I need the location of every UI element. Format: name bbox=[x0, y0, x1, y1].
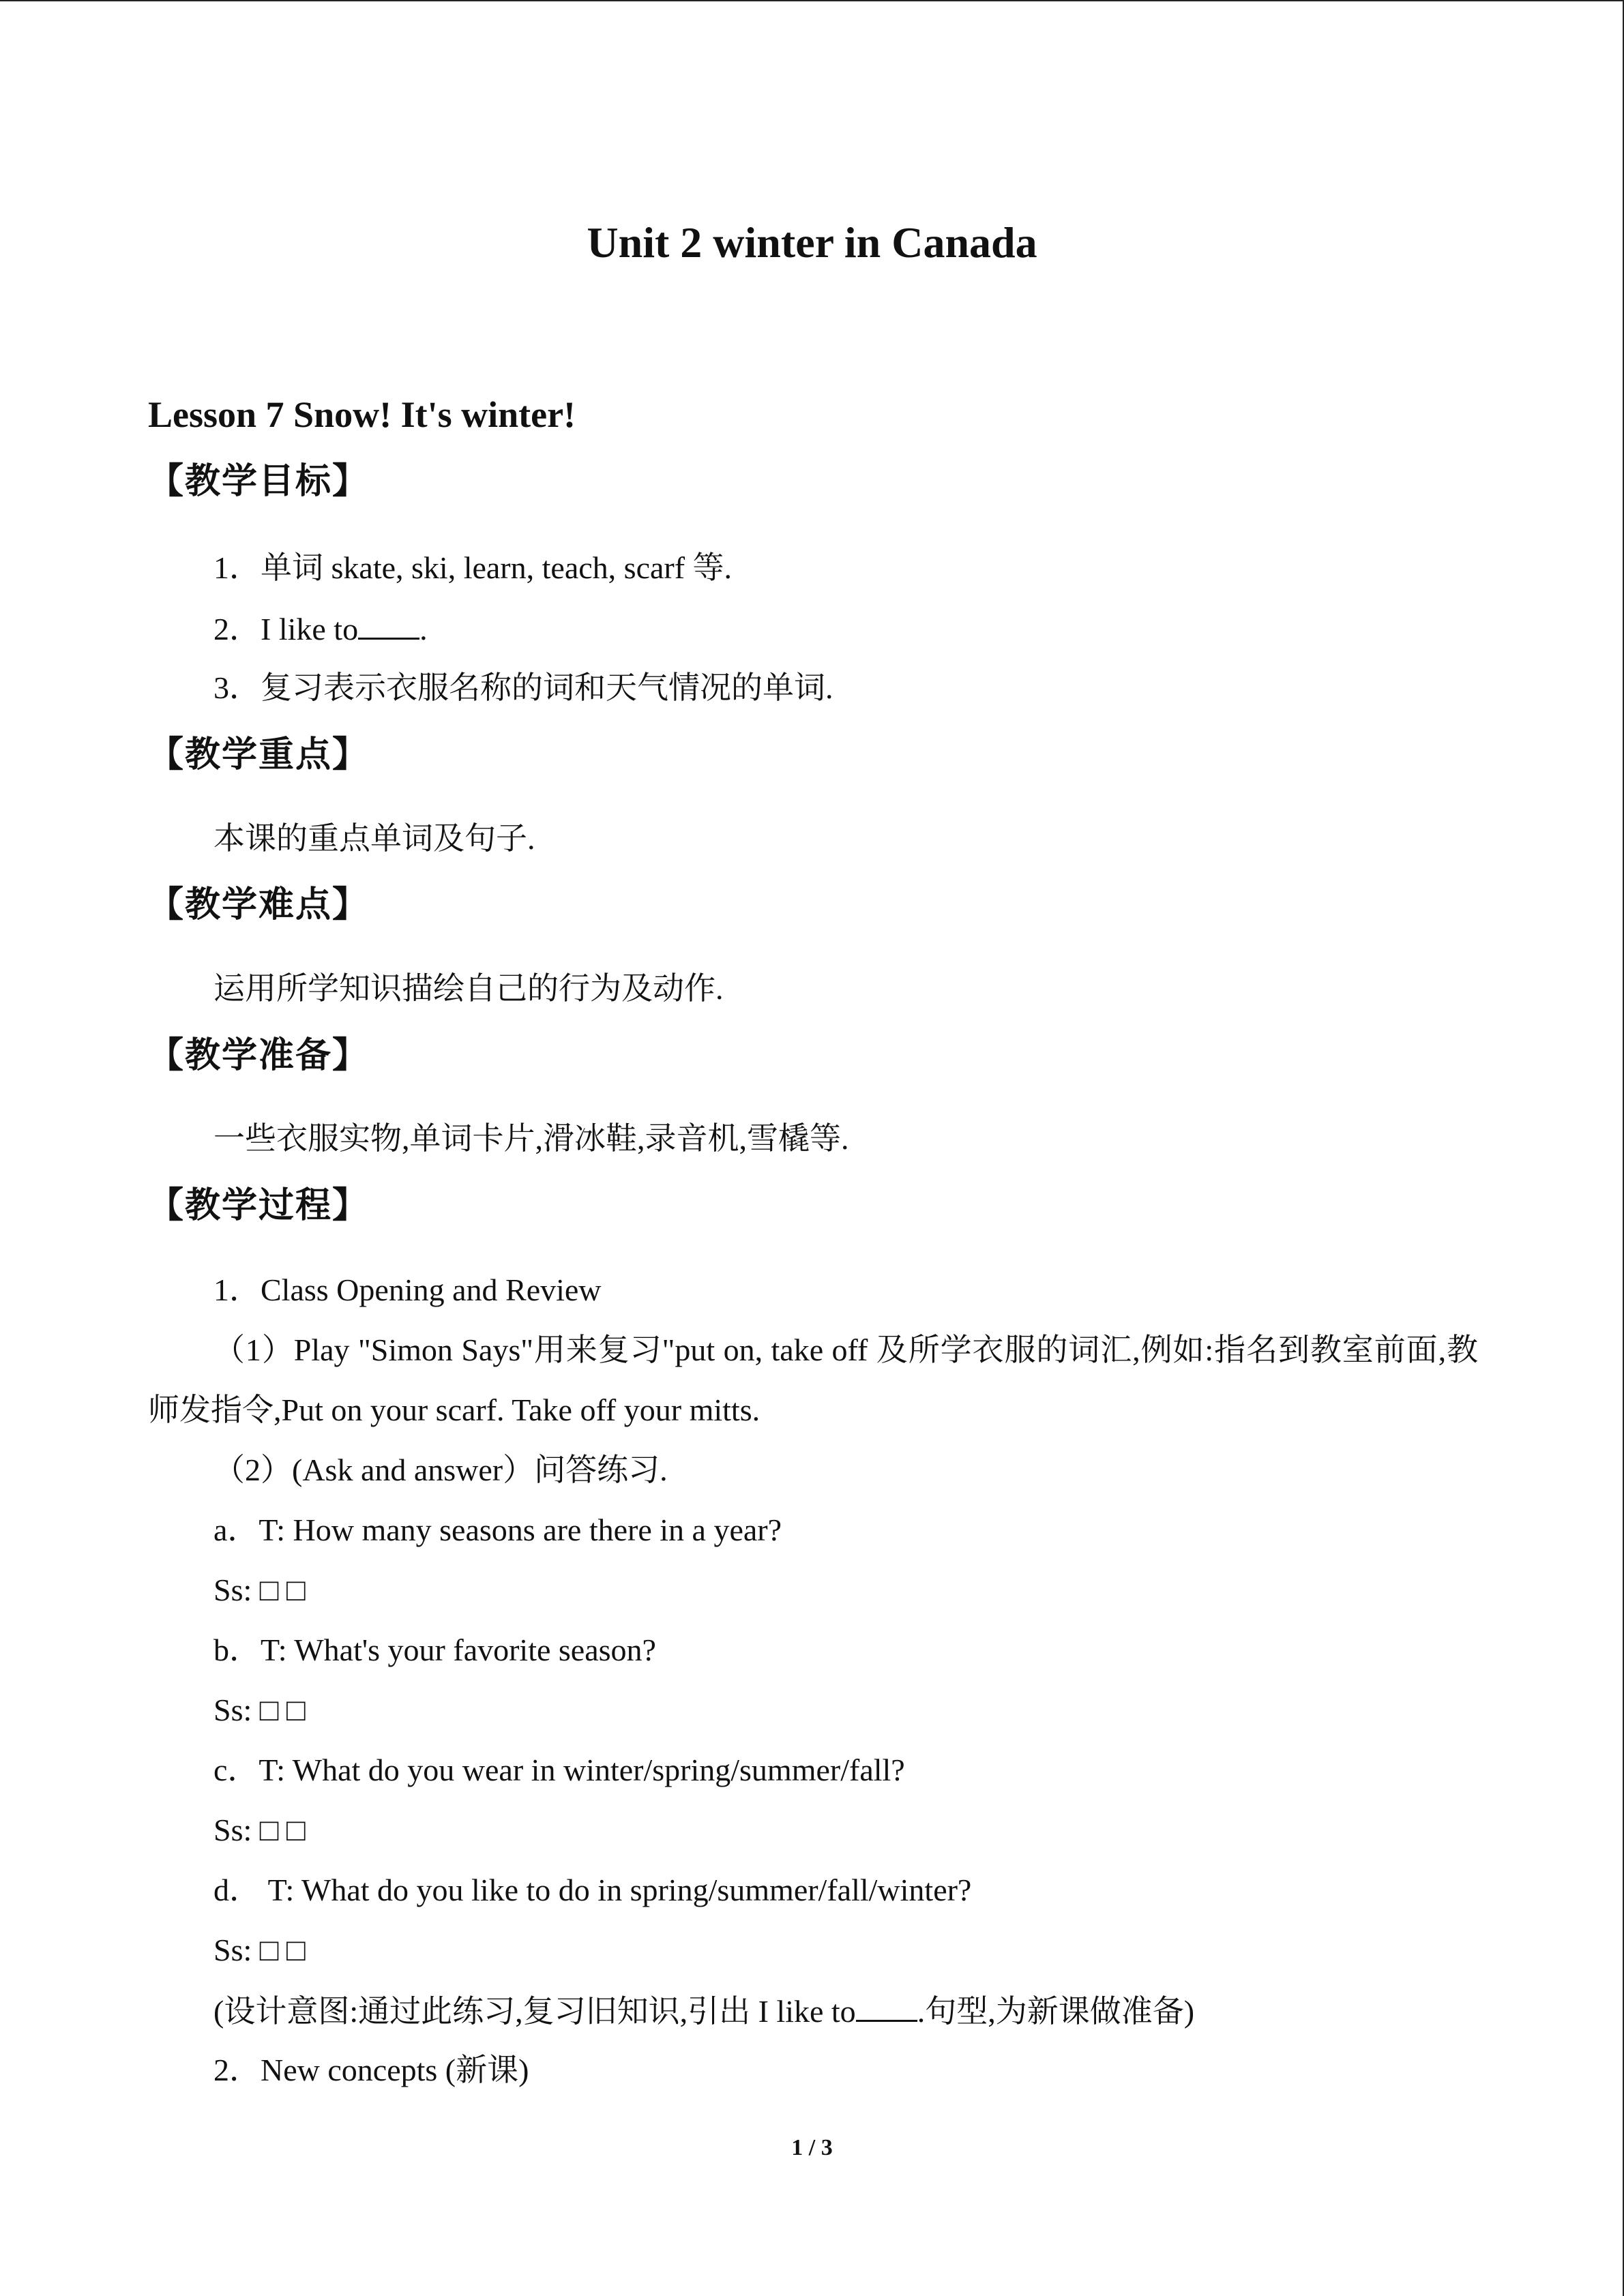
heading-preparation: 【教学准备】 bbox=[148, 1035, 370, 1076]
preparation-text: 一些衣服实物,单词卡片,滑冰鞋,录音机,雪橇等. bbox=[213, 1121, 849, 1156]
answer-d: Ss: □ □ bbox=[213, 1933, 306, 1967]
document-title: Unit 2 winter in Canada bbox=[587, 218, 1037, 267]
top-border bbox=[0, 0, 1624, 1]
page-indicator: 1 / 3 bbox=[791, 2135, 833, 2160]
heading-teaching-goals: 【教学目标】 bbox=[148, 461, 370, 502]
process-paragraph-2: （2）(Ask and answer）问答练习. bbox=[213, 1452, 668, 1487]
question-c: c．T: What do you wear in winter/spring/summer/fall? bbox=[213, 1753, 905, 1787]
process-step-1: 1．Class Opening and Review bbox=[213, 1272, 602, 1307]
design-note-start: (设计意图:通过此练习,复习旧知识,引出 I like to bbox=[213, 1994, 856, 2029]
heading-difficulties: 【教学难点】 bbox=[148, 884, 370, 925]
lesson-title: Lesson 7 Snow! It's winter! bbox=[148, 394, 576, 435]
heading-key-points: 【教学重点】 bbox=[148, 734, 370, 775]
process-step-2: 2．New concepts (新课) bbox=[213, 2053, 529, 2087]
question-a: a．T: How many seasons are there in a year? bbox=[213, 1512, 782, 1547]
goal-item-2-end: . bbox=[419, 612, 428, 646]
design-note bbox=[213, 1990, 1194, 2032]
question-b: b．T: What's your favorite season? bbox=[213, 1632, 656, 1667]
design-note-end: .句型,为新课做准备) bbox=[917, 1994, 1195, 2029]
answer-a: Ss: □ □ bbox=[213, 1572, 306, 1607]
answer-c: Ss: □ □ bbox=[213, 1813, 306, 1847]
question-d: d． T: What do you like to do in spring/summer/fall/winter? bbox=[213, 1873, 972, 1907]
fill-in-blank bbox=[358, 608, 419, 640]
goal-item-2-text: 2．I like to bbox=[213, 612, 359, 646]
heading-process: 【教学过程】 bbox=[148, 1185, 370, 1226]
goal-item-3: 3．复习表示衣服名称的词和天气情况的单词. bbox=[213, 670, 833, 705]
key-points-text: 本课的重点单词及句子. bbox=[213, 821, 535, 856]
difficulties-text: 运用所学知识描绘自己的行为及动作. bbox=[213, 971, 724, 1006]
goal-item-1: 1．单词 skate, ski, learn, teach, scarf 等. bbox=[213, 550, 733, 585]
process-paragraph-1: （1）Play "Simon Says"用来复习"put on, take off 及所学衣服的词汇,例如:指名到教室前面,教师发指令,Put on your scarf. Take off your mitts. bbox=[148, 1332, 1478, 1427]
fill-in-blank bbox=[856, 1990, 917, 2022]
goal-item-2 bbox=[213, 608, 428, 650]
answer-b: Ss: □ □ bbox=[213, 1693, 306, 1727]
